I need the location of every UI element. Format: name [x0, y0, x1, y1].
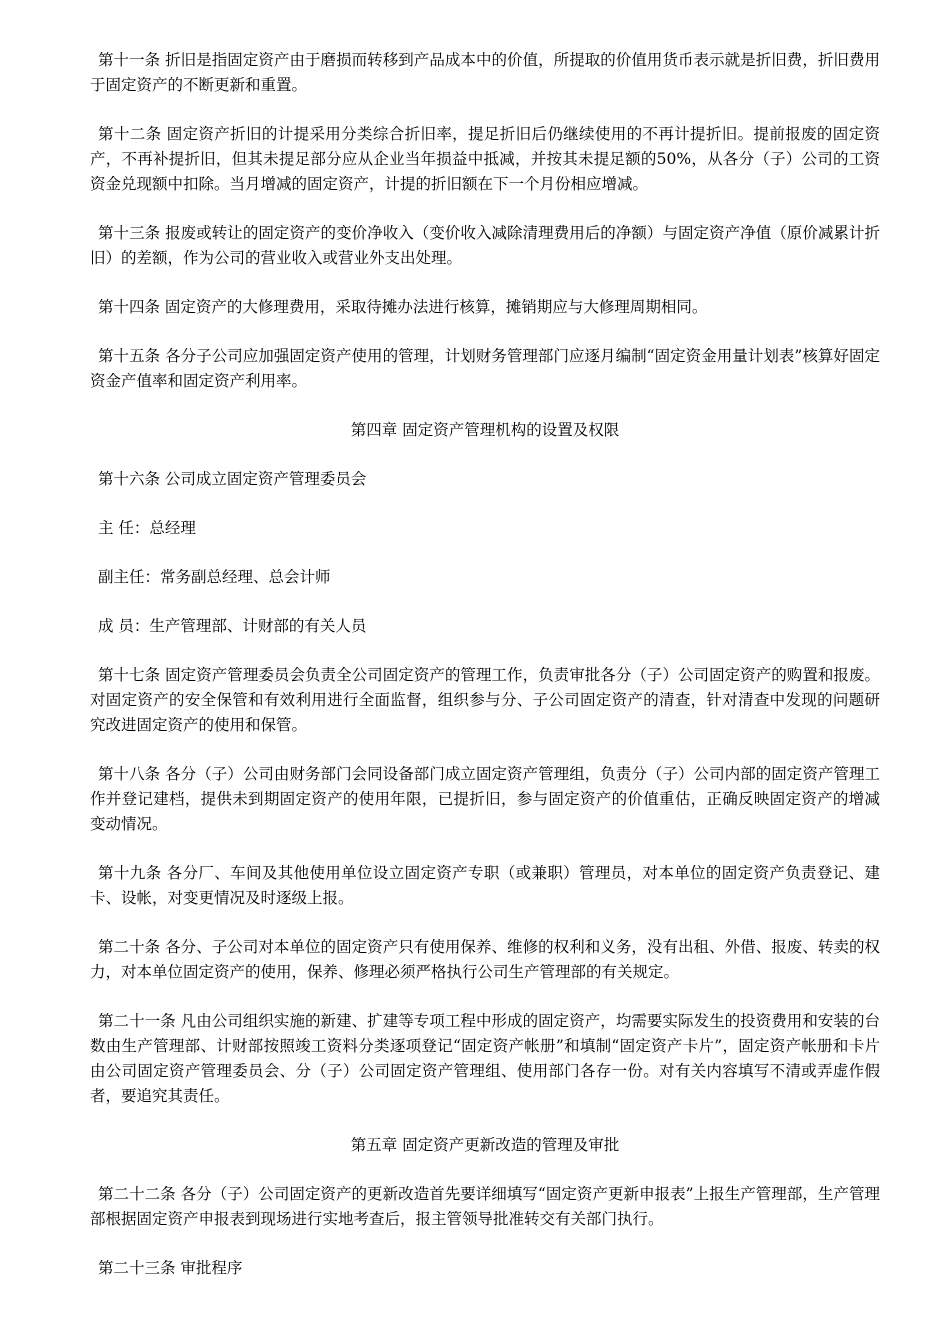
article-21: 第二十一条 凡由公司组织实施的新建、扩建等专项工程中形成的固定资产，均需要实际发生的投资费用和安装的台数由生产管理部、计财部按照竣工资料分类逐项登记“固定资产帐册”和填制“固定资产卡片”，固定资产帐册和卡片由公司固定资产管理委员会、分（子）公司固定资产管理组、使用部门各存一份。对有关内容填写不清或弄虚作假者，要追究其责任。	[90, 1012, 880, 1105]
article-14: 第十四条 固定资产的大修理费用，采取待摊办法进行核算，摊销期应与大修理周期相同。	[98, 298, 708, 316]
article-22: 第二十二条 各分（子）公司固定资产的更新改造首先要详细填写“固定资产更新申报表”上报生产管理部，生产管理部根据固定资产申报表到现场进行实地考查后，报主管领导批准转交有关部门执行。	[90, 1185, 880, 1228]
article-16: 第十六条 公司成立固定资产管理委员会	[98, 470, 367, 488]
chapter-5-heading: 第五章 固定资产更新改造的管理及审批	[350, 1136, 620, 1154]
article-15: 第十五条 各分子公司应加强固定资产使用的管理，计划财务管理部门应逐月编制“固定资金用量计划表”核算好固定资金产值率和固定资产利用率。	[90, 347, 880, 390]
document-page	[90, 48, 880, 1305]
article-18: 第十八条 各分（子）公司由财务部门会同设备部门成立固定资产管理组，负责分（子）公司内部的固定资产管理工作并登记建档，提供未到期固定资产的使用年限，已提折旧，参与固定资产的价值重估，正确反映固定资产的增减变动情况。	[90, 765, 880, 833]
article-19: 第十九条 各分厂、车间及其他使用单位设立固定资产专职（或兼职）管理员，对本单位的固定资产负责登记、建卡、设帐，对变更情况及时逐级上报。	[90, 864, 880, 907]
article-11: 第十一条 折旧是指固定资产由于磨损而转移到产品成本中的价值，所提取的价值用货币表示就是折旧费，折旧费用于固定资产的不断更新和重置。	[90, 51, 880, 94]
article-23: 第二十三条 审批程序	[98, 1259, 243, 1277]
committee-deputy-director: 副主任：常务副总经理、总会计师	[98, 568, 331, 586]
committee-director: 主 任：总经理	[98, 519, 196, 537]
chapter-4-heading: 第四章 固定资产管理机构的设置及权限	[350, 421, 620, 439]
article-20: 第二十条 各分、子公司对本单位的固定资产只有使用保养、维修的权利和义务，没有出租、外借、报废、转卖的权力，对本单位固定资产的使用，保养、修理必须严格执行公司生产管理部的有关规定。	[90, 938, 880, 981]
article-13: 第十三条 报废或转让的固定资产的变价净收入（变价收入减除清理费用后的净额）与固定资产净值（原价减累计折旧）的差额，作为公司的营业收入或营业外支出处理。	[90, 224, 880, 267]
article-17: 第十七条 固定资产管理委员会负责全公司固定资产的管理工作，负责审批各分（子）公司固定资产的购置和报废。对固定资产的安全保管和有效利用进行全面监督，组织参与分、子公司固定资产的清查，针对清查中发现的问题研究改进固定资产的使用和保管。	[90, 666, 880, 734]
article-12: 第十二条 固定资产折旧的计提采用分类综合折旧率，提足折旧后仍继续使用的不再计提折旧。提前报废的固定资产，不再补提折旧，但其未提足部分应从企业当年损益中抵减，并按其未提足额的50%，从各分（子）公司的工资资金兑现额中扣除。当月增减的固定资产，计提的折旧额在下一个月份相应增减。	[90, 125, 880, 193]
committee-members: 成 员：生产管理部、计财部的有关人员	[98, 617, 367, 635]
